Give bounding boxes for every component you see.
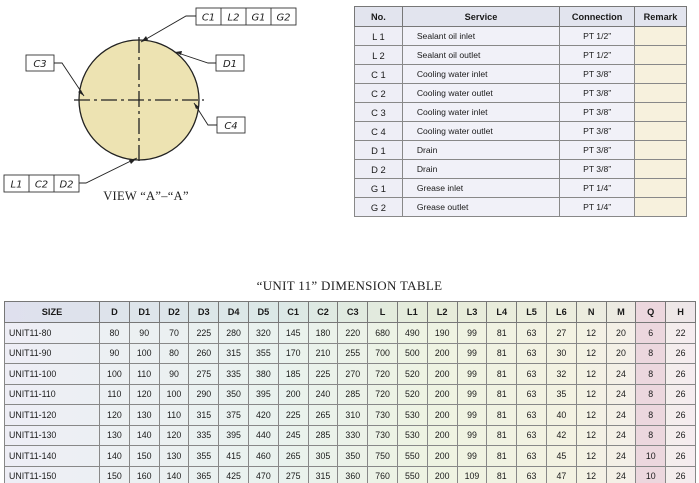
service-connection-table xyxy=(354,6,687,217)
cell-service: Cooling water outlet xyxy=(402,84,559,103)
tag-c1: C1 xyxy=(201,12,216,24)
cell-n: 12 xyxy=(576,323,606,344)
dimension-table-header xyxy=(5,302,696,323)
dim-header-l1: L1 xyxy=(397,302,427,323)
cell-no: L 1 xyxy=(355,27,403,46)
dim-header-q: Q xyxy=(636,302,666,323)
service-table-header xyxy=(355,7,687,27)
cell-d5: 440 xyxy=(248,425,278,446)
cell-l: 730 xyxy=(368,405,398,426)
cell-q: 6 xyxy=(636,323,666,344)
cell-l6: 30 xyxy=(546,343,576,364)
tag-l2: L2 xyxy=(227,12,240,24)
dim-header-size: SIZE xyxy=(5,302,100,323)
table-row xyxy=(355,46,687,65)
dim-header-d3: D3 xyxy=(189,302,219,323)
dim-header-n: N xyxy=(576,302,606,323)
cell-n: 12 xyxy=(576,466,606,483)
cell-service: Grease inlet xyxy=(402,179,559,198)
cell-l4: 81 xyxy=(487,466,517,483)
cell-d: 130 xyxy=(100,425,130,446)
table-row xyxy=(355,27,687,46)
tag-c4: C4 xyxy=(224,121,238,132)
cell-remark xyxy=(635,160,687,179)
dim-header-l2: L2 xyxy=(427,302,457,323)
cell-c2: 180 xyxy=(308,323,338,344)
cell-c1: 200 xyxy=(278,384,308,405)
cell-no: C 2 xyxy=(355,84,403,103)
table-row xyxy=(5,364,696,385)
dim-header-m: M xyxy=(606,302,636,323)
cell-l1: 520 xyxy=(397,384,427,405)
cell-connection: PT 3/8” xyxy=(560,84,635,103)
table-row xyxy=(355,103,687,122)
cell-connection: PT 1/2” xyxy=(560,27,635,46)
cell-d3: 225 xyxy=(189,323,219,344)
cell-l5: 63 xyxy=(517,446,547,467)
cell-no: C 4 xyxy=(355,122,403,141)
table-row xyxy=(355,122,687,141)
cell-no: C 1 xyxy=(355,65,403,84)
dim-header-l5: L5 xyxy=(517,302,547,323)
cell-d3: 335 xyxy=(189,425,219,446)
cell-l5: 63 xyxy=(517,323,547,344)
cell-d: 90 xyxy=(100,343,130,364)
table-row xyxy=(355,141,687,160)
table-row xyxy=(355,160,687,179)
cell-d4: 350 xyxy=(219,384,249,405)
cell-d2: 100 xyxy=(159,384,189,405)
cell-h: 26 xyxy=(666,384,696,405)
cell-d1: 150 xyxy=(129,446,159,467)
cell-c3: 270 xyxy=(338,364,368,385)
cell-c1: 245 xyxy=(278,425,308,446)
cell-d5: 320 xyxy=(248,323,278,344)
cell-d: 120 xyxy=(100,405,130,426)
cell-c3: 360 xyxy=(338,466,368,483)
cell-n: 12 xyxy=(576,384,606,405)
cell-h: 26 xyxy=(666,405,696,426)
cell-c1: 275 xyxy=(278,466,308,483)
dimension-table xyxy=(4,301,696,483)
cell-remark xyxy=(635,27,687,46)
cell-h: 26 xyxy=(666,364,696,385)
cell-connection: PT 1/4” xyxy=(560,198,635,217)
cell-c1: 170 xyxy=(278,343,308,364)
header-remark: Remark xyxy=(635,7,687,27)
cell-c3: 220 xyxy=(338,323,368,344)
cell-remark xyxy=(635,65,687,84)
cell-l1: 530 xyxy=(397,405,427,426)
cell-connection: PT 3/8” xyxy=(560,65,635,84)
cell-n: 12 xyxy=(576,405,606,426)
cell-size: UNIT11-130 xyxy=(5,425,100,446)
cell-m: 20 xyxy=(606,343,636,364)
cell-l5: 63 xyxy=(517,364,547,385)
cell-h: 26 xyxy=(666,466,696,483)
dim-header-h: H xyxy=(666,302,696,323)
cell-d4: 280 xyxy=(219,323,249,344)
cell-l3: 99 xyxy=(457,446,487,467)
cell-l3: 99 xyxy=(457,425,487,446)
cell-c3: 330 xyxy=(338,425,368,446)
cell-c3: 350 xyxy=(338,446,368,467)
cell-c2: 225 xyxy=(308,364,338,385)
cell-d2: 120 xyxy=(159,425,189,446)
cell-l1: 550 xyxy=(397,466,427,483)
dimension-table-body xyxy=(5,323,696,483)
tag-d1-box xyxy=(216,55,244,71)
cell-connection: PT 1/4” xyxy=(560,179,635,198)
cell-connection: PT 3/8” xyxy=(560,122,635,141)
cell-l6: 47 xyxy=(546,466,576,483)
leader-bottom xyxy=(79,158,137,183)
cell-h: 22 xyxy=(666,323,696,344)
cell-d1: 140 xyxy=(129,425,159,446)
cell-size: UNIT11-150 xyxy=(5,466,100,483)
cell-c1: 225 xyxy=(278,405,308,426)
cell-c2: 315 xyxy=(308,466,338,483)
cell-d: 150 xyxy=(100,466,130,483)
cell-size: UNIT11-140 xyxy=(5,446,100,467)
table-row xyxy=(355,84,687,103)
cell-l: 750 xyxy=(368,446,398,467)
cell-q: 8 xyxy=(636,364,666,385)
cell-d4: 395 xyxy=(219,425,249,446)
cell-d5: 380 xyxy=(248,364,278,385)
cell-d1: 100 xyxy=(129,343,159,364)
cell-size: UNIT11-80 xyxy=(5,323,100,344)
cell-l3: 109 xyxy=(457,466,487,483)
cell-l3: 99 xyxy=(457,405,487,426)
cell-l4: 81 xyxy=(487,364,517,385)
cell-c3: 285 xyxy=(338,384,368,405)
view-label: VIEW “A”–“A” xyxy=(103,189,189,203)
cell-d2: 80 xyxy=(159,343,189,364)
cell-service: Cooling water inlet xyxy=(402,65,559,84)
dim-header-d1: D1 xyxy=(129,302,159,323)
cell-h: 26 xyxy=(666,425,696,446)
cell-n: 12 xyxy=(576,425,606,446)
cell-c3: 310 xyxy=(338,405,368,426)
cell-d2: 90 xyxy=(159,364,189,385)
cell-l6: 35 xyxy=(546,384,576,405)
cell-l6: 45 xyxy=(546,446,576,467)
cell-d5: 460 xyxy=(248,446,278,467)
cell-l2: 200 xyxy=(427,425,457,446)
cell-remark xyxy=(635,141,687,160)
cell-l2: 200 xyxy=(427,343,457,364)
cell-size: UNIT11-110 xyxy=(5,384,100,405)
cell-l4: 81 xyxy=(487,384,517,405)
cell-d1: 130 xyxy=(129,405,159,426)
cell-d: 110 xyxy=(100,384,130,405)
cell-connection: PT 3/8” xyxy=(560,103,635,122)
cell-m: 20 xyxy=(606,323,636,344)
cell-m: 24 xyxy=(606,405,636,426)
cell-c2: 240 xyxy=(308,384,338,405)
tag-c3-box xyxy=(26,55,54,71)
cell-l5: 63 xyxy=(517,466,547,483)
cell-d1: 90 xyxy=(129,323,159,344)
tag-d1: D1 xyxy=(222,59,238,70)
table-row xyxy=(5,446,696,467)
cell-service: Cooling water outlet xyxy=(402,122,559,141)
cell-m: 24 xyxy=(606,466,636,483)
cell-d3: 355 xyxy=(189,446,219,467)
cell-d3: 275 xyxy=(189,364,219,385)
cell-service: Drain xyxy=(402,160,559,179)
dim-header-c3: C3 xyxy=(338,302,368,323)
tag-group-bottom xyxy=(4,175,79,192)
cell-l1: 550 xyxy=(397,446,427,467)
dim-header-l6: L6 xyxy=(546,302,576,323)
cell-n: 12 xyxy=(576,343,606,364)
cell-c2: 265 xyxy=(308,405,338,426)
cell-l4: 81 xyxy=(487,405,517,426)
tag-c3: C3 xyxy=(33,59,47,70)
dimension-table-title: “UNIT 11” DIMENSION TABLE xyxy=(256,278,443,293)
cell-m: 24 xyxy=(606,384,636,405)
cell-service: Sealant oil outlet xyxy=(402,46,559,65)
cell-l5: 63 xyxy=(517,425,547,446)
cell-q: 10 xyxy=(636,466,666,483)
cell-size: UNIT11-90 xyxy=(5,343,100,364)
cell-size: UNIT11-100 xyxy=(5,364,100,385)
cell-l: 730 xyxy=(368,425,398,446)
cell-remark xyxy=(635,122,687,141)
cell-l5: 63 xyxy=(517,405,547,426)
table-row xyxy=(355,65,687,84)
cell-connection: PT 1/2” xyxy=(560,46,635,65)
tag-c4-box xyxy=(217,117,245,133)
header-service: Service xyxy=(402,7,559,27)
cell-l1: 530 xyxy=(397,425,427,446)
cell-c2: 285 xyxy=(308,425,338,446)
cell-l2: 200 xyxy=(427,384,457,405)
dim-header-d4: D4 xyxy=(219,302,249,323)
cell-c2: 305 xyxy=(308,446,338,467)
cell-l6: 40 xyxy=(546,405,576,426)
cell-l6: 32 xyxy=(546,364,576,385)
table-row xyxy=(5,384,696,405)
tag-l1: L1 xyxy=(10,179,23,191)
cell-c1: 185 xyxy=(278,364,308,385)
cell-l1: 520 xyxy=(397,364,427,385)
header-connection: Connection xyxy=(560,7,635,27)
cell-service: Sealant oil inlet xyxy=(402,27,559,46)
cell-remark xyxy=(635,198,687,217)
cell-q: 8 xyxy=(636,384,666,405)
cell-d4: 315 xyxy=(219,343,249,364)
cell-d4: 425 xyxy=(219,466,249,483)
cell-d1: 120 xyxy=(129,384,159,405)
tag-d2: D2 xyxy=(59,179,74,191)
dim-header-l3: L3 xyxy=(457,302,487,323)
cell-no: C 3 xyxy=(355,103,403,122)
cell-l2: 190 xyxy=(427,323,457,344)
cell-d3: 260 xyxy=(189,343,219,364)
cell-d5: 395 xyxy=(248,384,278,405)
cell-l2: 200 xyxy=(427,446,457,467)
cell-h: 26 xyxy=(666,343,696,364)
cell-service: Drain xyxy=(402,141,559,160)
cell-remark xyxy=(635,84,687,103)
cell-q: 8 xyxy=(636,343,666,364)
cell-service: Cooling water inlet xyxy=(402,103,559,122)
cell-l2: 200 xyxy=(427,466,457,483)
view-a-a-diagram xyxy=(0,0,345,215)
cell-no: L 2 xyxy=(355,46,403,65)
cell-remark xyxy=(635,46,687,65)
cell-l: 720 xyxy=(368,364,398,385)
cell-d4: 415 xyxy=(219,446,249,467)
cell-l5: 63 xyxy=(517,343,547,364)
dim-header-d2: D2 xyxy=(159,302,189,323)
cell-d5: 355 xyxy=(248,343,278,364)
tag-c2: C2 xyxy=(34,179,49,191)
dim-header-l: L xyxy=(368,302,398,323)
cell-l1: 500 xyxy=(397,343,427,364)
cell-d4: 375 xyxy=(219,405,249,426)
cell-m: 24 xyxy=(606,446,636,467)
cell-d3: 315 xyxy=(189,405,219,426)
tag-group-top xyxy=(196,8,296,25)
cell-h: 26 xyxy=(666,446,696,467)
cell-d2: 140 xyxy=(159,466,189,483)
cell-l6: 42 xyxy=(546,425,576,446)
dim-header-c2: C2 xyxy=(308,302,338,323)
dim-header-l4: L4 xyxy=(487,302,517,323)
cell-l4: 81 xyxy=(487,323,517,344)
dim-header-d: D xyxy=(100,302,130,323)
cell-no: G 2 xyxy=(355,198,403,217)
cell-m: 24 xyxy=(606,425,636,446)
cell-c2: 210 xyxy=(308,343,338,364)
table-row xyxy=(5,343,696,364)
cell-l3: 99 xyxy=(457,323,487,344)
cell-d: 140 xyxy=(100,446,130,467)
cell-d4: 335 xyxy=(219,364,249,385)
cell-remark xyxy=(635,179,687,198)
cell-n: 12 xyxy=(576,446,606,467)
cell-size: UNIT11-120 xyxy=(5,405,100,426)
header-no: No. xyxy=(355,7,403,27)
table-row xyxy=(5,425,696,446)
cell-c1: 265 xyxy=(278,446,308,467)
cell-remark xyxy=(635,103,687,122)
cell-m: 24 xyxy=(606,364,636,385)
service-table-body xyxy=(355,27,687,217)
cell-d2: 130 xyxy=(159,446,189,467)
cell-l6: 27 xyxy=(546,323,576,344)
cell-l2: 200 xyxy=(427,405,457,426)
cell-q: 8 xyxy=(636,405,666,426)
cell-no: G 1 xyxy=(355,179,403,198)
tag-g2: G2 xyxy=(276,12,291,24)
cell-d2: 110 xyxy=(159,405,189,426)
cell-l: 760 xyxy=(368,466,398,483)
cell-q: 10 xyxy=(636,446,666,467)
cell-l3: 99 xyxy=(457,364,487,385)
table-row xyxy=(5,323,696,344)
table-row xyxy=(355,198,687,217)
table-row xyxy=(355,179,687,198)
cell-service: Grease outlet xyxy=(402,198,559,217)
cell-connection: PT 3/8” xyxy=(560,160,635,179)
cell-l4: 81 xyxy=(487,425,517,446)
cell-l4: 81 xyxy=(487,446,517,467)
cell-d5: 470 xyxy=(248,466,278,483)
cell-no: D 1 xyxy=(355,141,403,160)
table-row xyxy=(5,466,696,483)
table-row xyxy=(5,405,696,426)
tag-g1: G1 xyxy=(251,12,266,24)
cell-l: 700 xyxy=(368,343,398,364)
cell-connection: PT 3/8” xyxy=(560,141,635,160)
dim-header-d5: D5 xyxy=(248,302,278,323)
cell-q: 8 xyxy=(636,425,666,446)
cell-n: 12 xyxy=(576,364,606,385)
leader-top xyxy=(141,16,196,42)
cell-l: 680 xyxy=(368,323,398,344)
cell-l: 720 xyxy=(368,384,398,405)
cell-d1: 110 xyxy=(129,364,159,385)
cell-d3: 365 xyxy=(189,466,219,483)
cell-l2: 200 xyxy=(427,364,457,385)
cell-c3: 255 xyxy=(338,343,368,364)
cell-d1: 160 xyxy=(129,466,159,483)
cell-l3: 99 xyxy=(457,384,487,405)
dim-header-c1: C1 xyxy=(278,302,308,323)
cell-d: 80 xyxy=(100,323,130,344)
cell-d2: 70 xyxy=(159,323,189,344)
cell-l3: 99 xyxy=(457,343,487,364)
cell-d5: 420 xyxy=(248,405,278,426)
cell-l4: 81 xyxy=(487,343,517,364)
cell-l1: 490 xyxy=(397,323,427,344)
cell-c1: 145 xyxy=(278,323,308,344)
cell-d3: 290 xyxy=(189,384,219,405)
cell-l5: 63 xyxy=(517,384,547,405)
cell-no: D 2 xyxy=(355,160,403,179)
cell-d: 100 xyxy=(100,364,130,385)
